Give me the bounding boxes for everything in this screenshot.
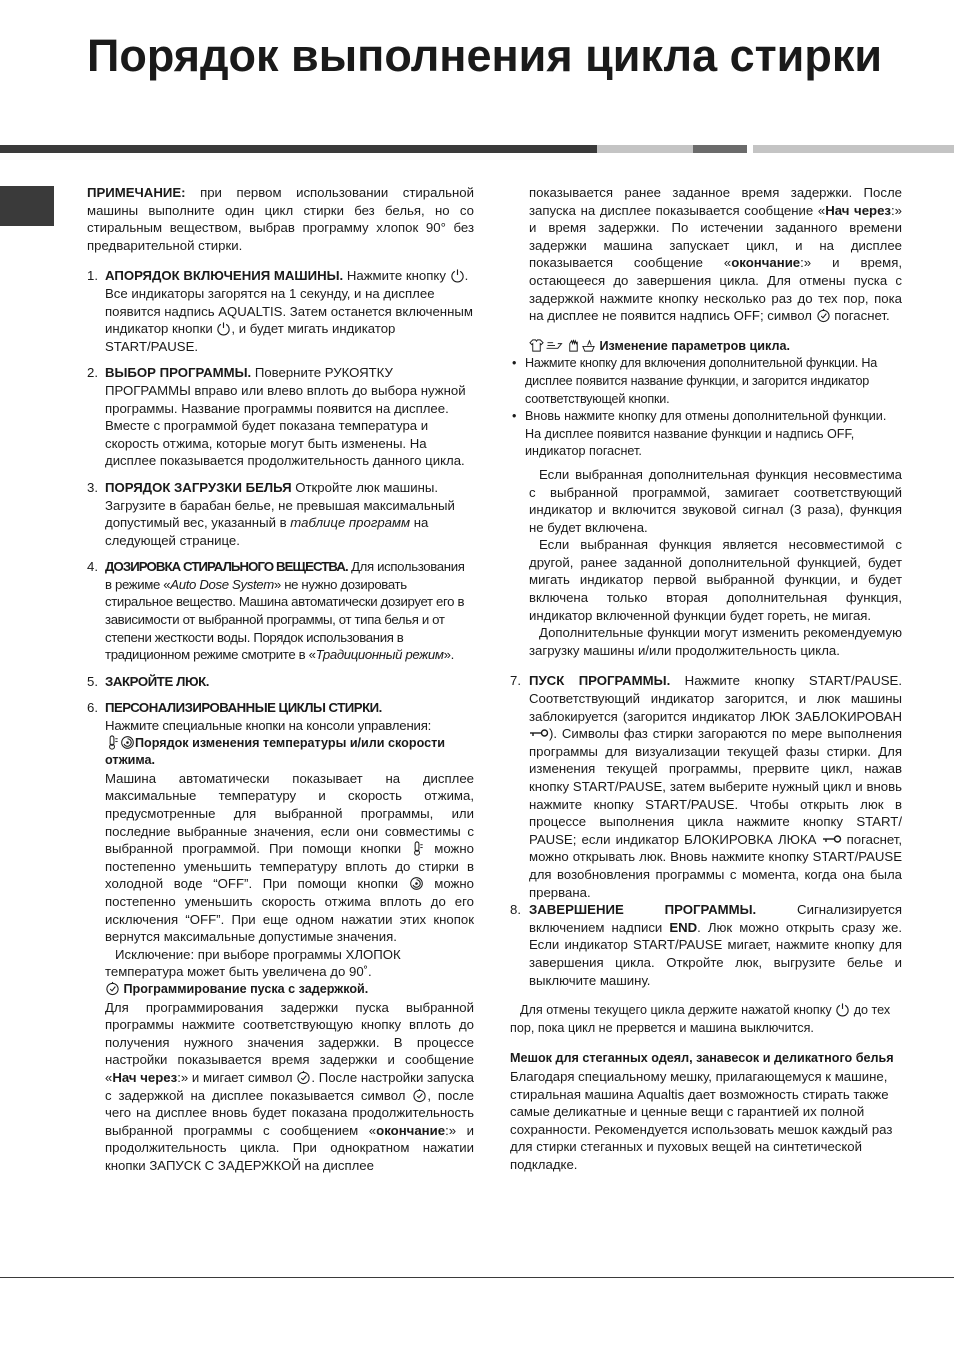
step-text: . Все индикаторы загорятся на 1 секунду, и на дисплее появится надпись AQUALTIS. Затем останется включенным индикатор кнопки <box>105 268 473 337</box>
step-intro: Нажмите специальные кнопки на консоли управления: <box>105 718 432 734</box>
option-paragraph: Дополнительные функции могут изменить рекомендуемую загрузку машины и/или продолжительность цикла. <box>529 625 902 658</box>
step-text: можно постепенно уменьшить температуру вплоть до стирки в холодной воде “OFF”. При помощи кнопки <box>105 841 474 892</box>
bottom-rule <box>0 1277 954 1278</box>
sub-title-temp-spin: Порядок изменения температуры и/или скорости отжима. <box>105 735 446 768</box>
step-title: ЗАВЕРШЕНИЕ ПРОГРАММЫ. <box>529 902 757 918</box>
header-bar-light-tail <box>753 145 954 153</box>
header-bar-dark <box>0 145 597 153</box>
step-7 <box>510 672 902 901</box>
cancel-text: Для отмены текущего цикла держите нажатой кнопку <box>520 1003 836 1018</box>
step-text: Сигнализируется включением надписи <box>529 902 902 935</box>
delay-icon <box>816 308 831 323</box>
delay-icon <box>412 1088 427 1103</box>
key-lock-icon <box>529 728 549 738</box>
cancel-text: до тех пор, пока цикл не прервется и машина выключится. <box>510 1003 891 1035</box>
step-text: погаснет, можно открывать люк. Вновь нажмите кнопку START/PAUSE для возобновления программы с момента, когда она была прервана. <box>529 831 903 900</box>
spin-icon <box>120 735 135 750</box>
step-title: ПУСК ПРОГРАММЫ. <box>529 673 671 689</box>
temperature-icon <box>105 735 120 750</box>
key-lock-icon <box>822 834 842 844</box>
power-icon <box>835 1002 850 1017</box>
step-6-continued <box>510 184 902 659</box>
step-text: можно постепенно уменьшить скорость отжима вплоть до его исключения “OFF”. При еще одном нажатии этих кнопок вернутся максимальные допустимые значения. <box>105 876 474 945</box>
note-paragraph <box>87 184 474 254</box>
bullet-dot: • <box>512 409 517 424</box>
step-title: ПОРЯДОК ЗАГРУЗКИ БЕЛЬЯ <box>105 479 292 495</box>
step-text: :» и мигает символ <box>177 1069 297 1085</box>
header-bar-mid <box>693 145 747 153</box>
step-bold: окончание <box>731 255 801 271</box>
bullet-text: Нажмите кнопку для включения дополнительной функции. На дисплее появится название функции, и загорится индикатор соответствующей кнопки. <box>525 356 878 406</box>
power-icon <box>216 321 231 336</box>
step-text: Поверните РУКОЯТКУ ПРОГРАММЫ вправо или влево вплоть до выбора нужной программы. Название программы появится на дисплее. Вместе с программой будет показана температура и скорость отжима, которые могут быть изменены. На дисплее показывается продолжительность данного цикла. <box>105 365 466 469</box>
step-text: Для использования в режиме « <box>105 559 465 592</box>
step-4 <box>87 558 474 664</box>
page-title: Порядок выполнения цикла стирки <box>87 30 883 81</box>
step-text: Для программирования задержки пуска выбранной программы нажмите соответствующую кнопку вплоть до получения нужного значения задержки. В процессе настройки показывается время задержки и сообщение « <box>105 999 474 1085</box>
step-number: 8. <box>510 902 521 918</box>
step-8 <box>510 901 902 989</box>
temperature-icon <box>410 841 425 856</box>
step-number: 7. <box>510 673 521 689</box>
step-6 <box>87 699 474 1174</box>
step-bold: Нач через <box>112 1069 178 1085</box>
step-text: Машина автоматически показывает на дисплее максимальные температуру и скорость отжима, предусмотренные для выбранной программы, или последние выбранные значения, если они совместимы с выбранной программой. При помощи кнопки <box>105 770 474 857</box>
bag-text: Благодаря специальному мешку, прилагающемуся к машине, стиральная машина Aqualtis дает возможность стирать также самые деликатные и ценные вещи с гарантией их полной сохранности. Рекомендуется использовать мешок каждый раз для стирки стеганных и пуховых вещей на синтетической подкладке. <box>510 1068 893 1172</box>
spin-icon <box>409 876 424 891</box>
step-text: погаснет. <box>830 308 890 324</box>
header-bar-light <box>597 145 693 153</box>
exception-text: Исключение: при выборе программы ХЛОПОК температура может быть увеличена до 90˚. <box>105 946 401 980</box>
step-text: , и будет мигать индикатор START/PAUSE. <box>105 321 396 354</box>
delay-icon <box>105 981 120 996</box>
option-bullet <box>510 355 902 408</box>
step-text: ». <box>443 647 454 663</box>
step-1 <box>87 267 474 355</box>
step-text: , после чего на дисплее вновь будет показана продолжительность выбранной программы с сообщением « <box>105 1087 474 1138</box>
bullet-dot: • <box>512 356 517 371</box>
option-paragraph: Если выбранная функция является несовместимой с другой, ранее заданной дополнительной функцией, будет мигать индикатор первой выбранной функции, и будет включена только вторая дополнительная функция, индикатор включенной функции будет гореть, не мигая. <box>529 537 902 623</box>
right-column <box>510 184 902 1173</box>
step-text: » не нужно дозировать стиральное вещество. Машина автоматически дозирует его в зависимости от выбранной программы, от типа белья и от степени жесткости воды. Порядок использования в традиционном режиме смотрите в « <box>105 576 465 663</box>
step-text: Нажмите кнопку START/PAUSE. Соответствующий индикатор загорится, и люк машины заблокируется (загорится индикатор ЛЮК ЗАБЛОКИРОВАН <box>529 673 902 724</box>
left-column <box>87 184 474 1174</box>
option-bullet <box>510 408 902 461</box>
option-paragraph: Если выбранная дополнительная функция несовместима с выбранной программой, замигает соответствующий индикатор и включится звуковой сигнал (3 раза), функция не будет включена. <box>529 466 902 535</box>
step-italic: Традиционный режим <box>315 647 444 663</box>
shirt-icon <box>529 338 544 353</box>
step-text: :» и время, остающееся до завершения цикла. Для отмены пуска с задержкой нажмите кнопку несколько раз до тех пор, пока на дисплее не появится надпись OFF; символ <box>529 255 902 324</box>
step-bold: END <box>669 919 698 935</box>
step-text: Нажмите кнопку <box>343 268 450 284</box>
step-5 <box>87 673 474 691</box>
step-text: показывается ранее заданное время задержки. После запуска на дисплее показывается сообщение « <box>529 185 902 218</box>
cancel-paragraph <box>510 1002 902 1037</box>
step-text: :» и продолжительность цикла. При однократном нажатии кнопки ЗАПУСК С ЗАДЕРЖКОЙ на дисплее <box>105 1122 475 1173</box>
step-number: 1. <box>87 268 98 284</box>
step-title: АПОРЯДОК ВКЛЮЧЕНИЯ МАШИНЫ. <box>105 268 344 284</box>
hand-wash-icon <box>566 338 581 353</box>
step-text: . После настройки запуска с задержкой на дисплее показывается символ <box>105 1069 474 1103</box>
step-text: ). Символы фаз стирки загораются по мере выполнения программы для визуализации текущей фазы стирки. Для изменения текущей программы, прервите цикл, нажав кнопку START/PAUSE, затем выберите нужный цикл и вновь нажмите кнопку START/PAUSE. Чтобы открыть люк в процессе выполнения цикла нажмите кнопку START/ PAUSE; если индикатор БЛОКИРОВКА ЛЮКА <box>529 726 902 847</box>
step-title: ПЕРСОНАЛИЗИРОВАННЫЕ ЦИКЛЫ СТИРКИ. <box>105 700 382 716</box>
step-number: 3. <box>87 479 98 495</box>
step-text: Откройте люк машины. Загрузите в барабан белье, не превышая максимальный допустимый вес, указанный в <box>105 479 455 531</box>
step-bold: Нач через <box>825 202 891 218</box>
step-number: 5. <box>87 673 98 689</box>
rinse-icon <box>544 338 566 353</box>
stain-icon <box>581 338 596 353</box>
step-title: ДОЗИРОВКА СТИРАЛЬНОГО ВЕЩЕСТВА. <box>105 559 348 575</box>
delay-icon <box>296 1070 311 1085</box>
bag-heading: Мешок для стеганных одеял, занавесок и деликатного белья <box>510 1051 894 1066</box>
step-text: на следующей странице. <box>105 515 429 548</box>
sub-title-options: Изменение параметров цикла. <box>599 338 790 353</box>
step-title: ВЫБОР ПРОГРАММЫ. <box>105 365 252 381</box>
step-text: :» и время задержки. По истечении заданного времени задержки машина запускает цикл, и на дисплее показывается сообщение « <box>529 202 902 271</box>
step-title: ЗАКРОЙТЕ ЛЮК. <box>105 673 210 689</box>
sub-title-delay: Программирование пуска с задержкой. <box>123 981 369 996</box>
step-number: 6. <box>87 700 98 716</box>
step-text: . Люк можно открыть сразу же. Если индикатор START/PAUSE мигает, нажмите кнопку для завершения цикла. Откройте люк, выгрузите белье и выключите машину. <box>529 919 902 988</box>
note-label: ПРИМЕЧАНИЕ: <box>87 185 186 200</box>
step-2 <box>87 364 474 470</box>
step-bold: окончание <box>376 1122 446 1138</box>
power-icon <box>450 268 465 283</box>
step-3 <box>87 479 474 549</box>
section-tab <box>0 186 54 226</box>
step-number: 4. <box>87 559 98 575</box>
step-italic: таблице программ <box>290 515 411 531</box>
bullet-text: Вновь нажмите кнопку для отмены дополнительной функции. На дисплее появится название функции и надпись OFF, индикатор погаснет. <box>525 409 887 459</box>
step-italic: Auto Dose System <box>170 576 274 592</box>
step-number: 2. <box>87 365 98 381</box>
note-text: при первом использовании стиральной машины выполните один цикл стирки без белья, но со стиральным веществом, выбрав программу хлопок 90° без предварительной стирки. <box>87 185 474 253</box>
